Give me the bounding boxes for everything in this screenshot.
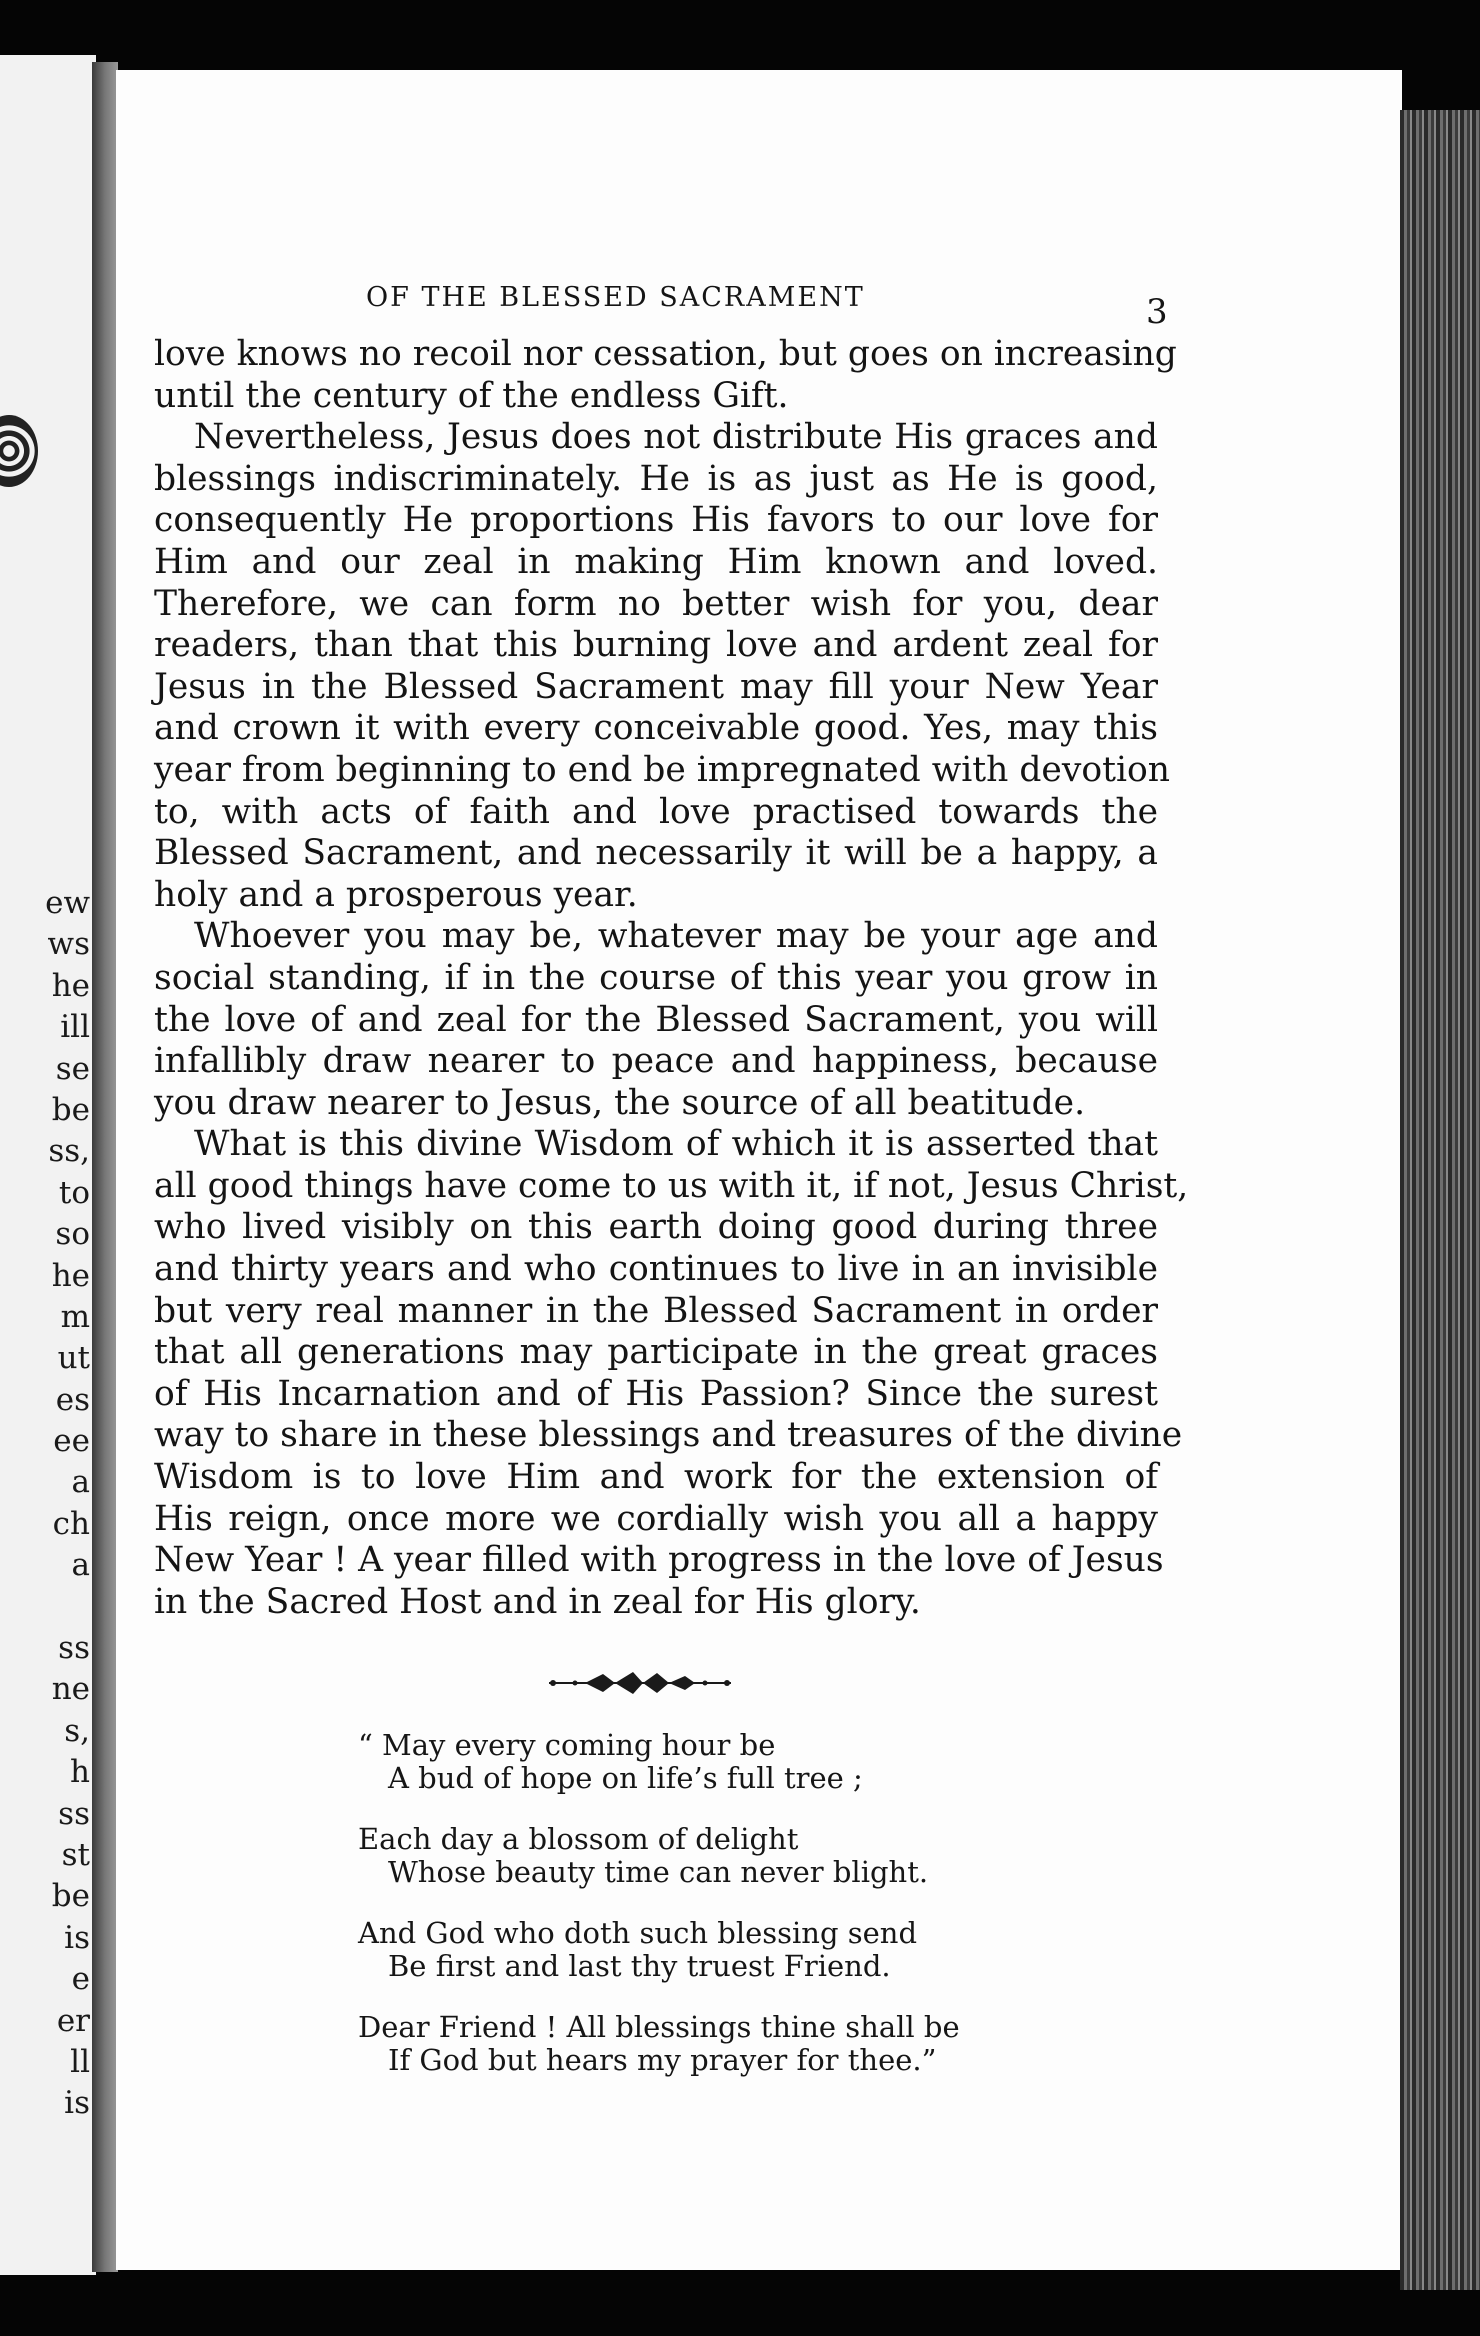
page-edges xyxy=(1400,110,1480,2290)
facing-page-ornament xyxy=(0,415,38,487)
facing-page-fragment-line: se xyxy=(55,1050,90,1087)
body-line: in the Sacred Host and in zeal for His glory. xyxy=(154,1581,921,1622)
poem-line: Each day a blossom of delight xyxy=(358,1822,799,1856)
body-line: who lived visibly on this earth doing good during three xyxy=(154,1207,1158,1248)
body-line: readers, than that this burning love and ardent zeal for xyxy=(154,625,1158,666)
body-line: Therefore, we can form no better wish for you, dear xyxy=(154,583,1158,624)
body-line: until the century of the endless Gift. xyxy=(154,375,789,416)
poem-line: And God who doth such blessing send xyxy=(358,1916,918,1950)
facing-page-fragment-line: is xyxy=(64,1919,90,1956)
book-gutter xyxy=(92,62,118,2272)
poem-stanza xyxy=(358,1823,1058,1889)
body-line: His reign, once more we cordially wish you all a happy xyxy=(154,1498,1158,1539)
body-line: Him and our zeal in making Him known and loved. xyxy=(154,541,1158,582)
body-line: year from beginning to end be impregnated with devotion xyxy=(154,749,1170,790)
fleuron-ornament xyxy=(545,1668,735,1698)
facing-page-fragment-line: m xyxy=(60,1298,90,1335)
poem xyxy=(358,1729,1058,2105)
facing-page-fragment-line: ss xyxy=(58,1795,90,1832)
body-line: but very real manner in the Blessed Sacrament in order xyxy=(154,1290,1158,1331)
poem-stanza xyxy=(358,2011,1058,2077)
facing-page-fragment-line: ch xyxy=(52,1505,90,1542)
poem-line: “ May every coming hour be xyxy=(358,1728,776,1762)
poem-line: Dear Friend ! All blessings thine shall be xyxy=(358,2010,960,2044)
facing-page-fragment-line: is xyxy=(64,2085,90,2122)
facing-page-fragment-line: ws xyxy=(47,926,90,963)
facing-page-fragment-line: ut xyxy=(57,1340,90,1377)
body-line: Whoever you may be, whatever may be your age and xyxy=(194,916,1158,957)
facing-page-fragment-line: ss xyxy=(58,1630,90,1667)
running-title: OF THE BLESSED SACRAMENT xyxy=(366,282,865,313)
body-line: love knows no recoil nor cessation, but goes on increasing xyxy=(154,334,1177,374)
body-line: the love of and zeal for the Blessed Sacrament, you will xyxy=(154,999,1158,1040)
body-line: Jesus in the Blessed Sacrament may fill your New Year xyxy=(154,666,1158,707)
body-line: and thirty years and who continues to live in an invisible xyxy=(154,1249,1158,1290)
facing-page-fragment-line: er xyxy=(56,2002,90,2039)
facing-page-fragment-line: he xyxy=(51,1257,90,1294)
poem-stanza xyxy=(358,1729,1058,1795)
poem-line: If God but hears my prayer for thee.” xyxy=(388,2043,937,2077)
facing-page-fragment-line: ew xyxy=(45,885,90,921)
facing-page-fragment-line: he xyxy=(51,967,90,1004)
facing-page-fragment-line: be xyxy=(51,1091,90,1128)
body-line: to, with acts of faith and love practised towards the xyxy=(154,791,1158,832)
facing-page-fragment-line: so xyxy=(55,1216,90,1253)
facing-page-fragment-line: a xyxy=(71,1547,90,1584)
facing-page-fragment-line: ne xyxy=(51,1671,90,1708)
facing-page-fragment-line: st xyxy=(61,1836,90,1873)
body-line: way to share in these blessings and treasures of the divine xyxy=(154,1415,1183,1456)
body-line: blessings indiscriminately. He is as just as He is good, xyxy=(154,458,1158,499)
poem-stanza xyxy=(358,1917,1058,1983)
body-line: holy and a prosperous year. xyxy=(154,874,638,915)
body-line: consequently He proportions His favors to our love for xyxy=(154,500,1158,541)
facing-page-fragment-line: a xyxy=(71,1464,90,1501)
facing-page-fragment-line: ll xyxy=(70,2043,90,2080)
facing-page-fragment-line: s, xyxy=(64,1712,90,1749)
facing-page-fragment-line: es xyxy=(55,1381,90,1418)
body-line: all good things have come to us with it, if not, Jesus Christ, xyxy=(154,1165,1189,1206)
body-line: New Year ! A year filled with progress in the love of Jesus xyxy=(154,1540,1164,1581)
body-line: Nevertheless, Jesus does not distribute His graces and xyxy=(194,417,1158,458)
body-line: of His Incarnation and of His Passion? Since the surest xyxy=(154,1373,1158,1414)
body-line: What is this divine Wisdom of which it is asserted that xyxy=(194,1124,1158,1165)
facing-page-fragment-line: ss, xyxy=(48,1133,90,1170)
body-line: that all generations may participate in the great graces xyxy=(154,1332,1158,1373)
body-line: and crown it with every conceivable good. Yes, may this xyxy=(154,708,1158,749)
body-line: Blessed Sacrament, and necessarily it will be a happy, a xyxy=(154,833,1158,874)
facing-page-text xyxy=(0,883,90,2125)
facing-page-fragment xyxy=(0,55,96,2275)
body-line: you draw nearer to Jesus, the source of all beatitude. xyxy=(154,1082,1086,1123)
body-line: Wisdom is to love Him and work for the extension of xyxy=(154,1457,1158,1498)
body-line: social standing, if in the course of this year you grow in xyxy=(154,957,1158,998)
facing-page-fragment-line xyxy=(0,1587,90,1628)
poem-line: Be first and last thy truest Friend. xyxy=(388,1949,891,1983)
facing-page-fragment-line: ee xyxy=(53,1423,90,1460)
facing-page-fragment-line: h xyxy=(70,1754,90,1791)
poem-line: A bud of hope on life’s full tree ; xyxy=(388,1761,863,1795)
page-number: 3 xyxy=(1146,292,1168,332)
body-line: infallibly draw nearer to peace and happiness, because xyxy=(154,1041,1158,1082)
facing-page-fragment-line: be xyxy=(51,1878,90,1915)
body-text xyxy=(154,334,1189,1623)
facing-page-fragment-line: e xyxy=(71,1961,90,1998)
poem-line: Whose beauty time can never blight. xyxy=(388,1855,929,1889)
facing-page-fragment-line: ill xyxy=(60,1009,90,1046)
facing-page-fragment-line: to xyxy=(58,1174,90,1211)
